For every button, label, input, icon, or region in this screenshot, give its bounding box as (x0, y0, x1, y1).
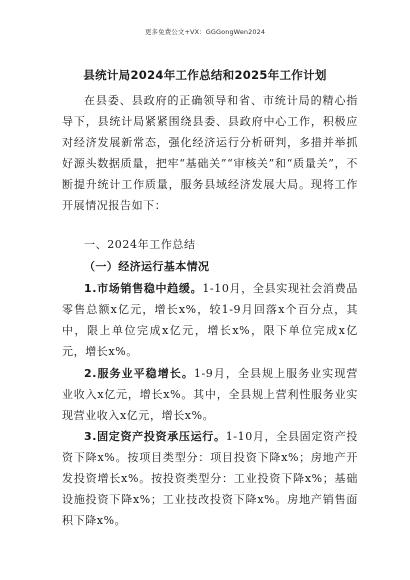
paragraph-market-sales (62, 278, 358, 362)
paragraph-lead: 2.服务业平稳增长。 (84, 367, 194, 380)
document-title: 县统计局2024年工作总结和2025年工作计划 (83, 68, 327, 82)
paragraph-lead: 3.固定资产投资承压运行。 (84, 430, 226, 443)
subsection-heading: （一）经济运行基本情况 (84, 260, 210, 273)
paragraph-service-industry (62, 363, 358, 426)
section-heading: 一、2024年工作总结 (84, 238, 196, 251)
header-watermark: 更多免费公文+VX：GGGongWen2024 (144, 28, 266, 36)
intro-paragraph: 在县委、县政府的正确领导和省、市统计局的精心指导下，县统计局紧紧围绕县委、县政府中心工作，积极应对经济发展新常态，强化经济运行分析研判，多措并举抓好源头数据质量，把牢“基础关”“审核关”和“质量关”，不断提升统计工作质量，服务县域经济发展大局。现将工作开展情况报告如下： (62, 94, 358, 212)
paragraph-text: 1-9月，全县规上服务业实现营业收入x亿元，增长x%。其中，全县规上营利性服务业实现营业收入x亿元，增长x%。 (62, 367, 358, 422)
paragraph-text: 1-10月，全县固定资产投资下降x%。按项目类型分：项目投资下降x%；房地产开发投资增长x%。按投资类型分：工业投资下降x%；基础设施投资下降x%；工业技改投资下降x%。房地产销售面积下降x%。 (62, 430, 358, 527)
paragraph-lead: 1.市场销售稳中趋缓。 (84, 282, 203, 295)
paragraph-text: 1-10月，全县实现社会消费品零售总额x亿元，增长x%，较1-9月回落x个百分点，其中，限上单位完成x亿元，增长x%，限下单位完成x亿元，增长x%。 (62, 282, 358, 358)
paragraph-fixed-investment (62, 426, 358, 531)
